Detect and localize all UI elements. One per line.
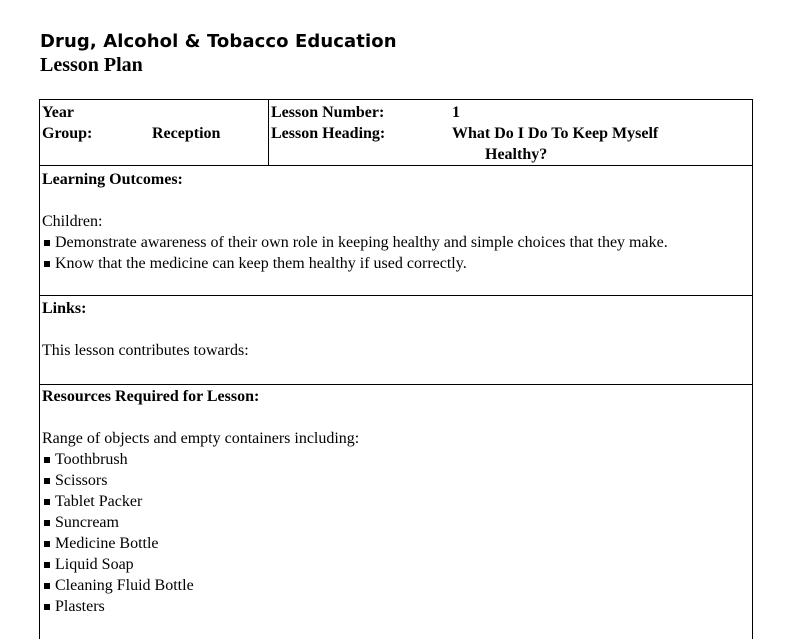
document-subtitle: Lesson Plan bbox=[40, 54, 143, 76]
learning-outcomes-heading: Learning Outcomes: bbox=[42, 171, 183, 188]
resources-heading: Resources Required for Lesson: bbox=[42, 388, 260, 405]
row-divider bbox=[40, 295, 752, 296]
bullet-icon bbox=[44, 604, 50, 610]
lesson-heading-label: Lesson Heading: bbox=[271, 125, 386, 142]
list-item bbox=[43, 533, 194, 554]
list-item-text: Demonstrate awareness of their own role in keeping healthy and simple choices that they make. bbox=[55, 234, 668, 251]
list-item-text: Toothbrush bbox=[55, 451, 128, 468]
links-text: This lesson contributes towards: bbox=[42, 342, 249, 359]
list-item-text: Suncream bbox=[55, 514, 119, 531]
bullet-icon bbox=[44, 240, 50, 246]
learning-outcomes-list bbox=[43, 232, 668, 274]
document-title: Drug, Alcohol & Tobacco Education bbox=[40, 31, 397, 52]
bullet-icon bbox=[44, 520, 50, 526]
resources-intro: Range of objects and empty containers including: bbox=[42, 430, 360, 447]
list-item bbox=[43, 575, 194, 596]
bullet-icon bbox=[44, 499, 50, 505]
list-item-text: Cleaning Fluid Bottle bbox=[55, 577, 194, 594]
list-item bbox=[43, 253, 668, 274]
list-item bbox=[43, 449, 194, 470]
list-item bbox=[43, 554, 194, 575]
list-item-text: Tablet Packer bbox=[55, 493, 143, 510]
bullet-icon bbox=[44, 541, 50, 547]
bullet-icon bbox=[44, 457, 50, 463]
list-item bbox=[43, 596, 194, 617]
list-item-text: Know that the medicine can keep them healthy if used correctly. bbox=[55, 255, 467, 272]
bullet-icon bbox=[44, 583, 50, 589]
learning-outcomes-intro: Children: bbox=[42, 213, 103, 230]
lesson-number-label: Lesson Number: bbox=[271, 104, 385, 121]
list-item-text: Plasters bbox=[55, 598, 105, 615]
list-item bbox=[43, 491, 194, 512]
column-divider bbox=[268, 100, 269, 166]
lesson-heading-value-line2: Healthy? bbox=[485, 146, 548, 163]
list-item-text: Scissors bbox=[55, 472, 108, 489]
bullet-icon bbox=[44, 261, 50, 267]
resources-list bbox=[43, 449, 194, 617]
list-item bbox=[43, 512, 194, 533]
group-value: Reception bbox=[152, 125, 221, 142]
row-divider bbox=[40, 165, 752, 166]
list-item-text: Medicine Bottle bbox=[55, 535, 159, 552]
bullet-icon bbox=[44, 478, 50, 484]
bullet-icon bbox=[44, 562, 50, 568]
year-label: Year bbox=[42, 104, 74, 121]
lesson-number-value: 1 bbox=[452, 104, 460, 121]
list-item bbox=[43, 232, 668, 253]
lesson-heading-value-line1: What Do I Do To Keep Myself bbox=[452, 125, 659, 142]
links-heading: Links: bbox=[42, 300, 87, 317]
row-divider bbox=[40, 384, 752, 385]
group-label: Group: bbox=[42, 125, 93, 142]
list-item-text: Liquid Soap bbox=[55, 556, 134, 573]
list-item bbox=[43, 470, 194, 491]
lesson-plan-table bbox=[39, 99, 753, 639]
